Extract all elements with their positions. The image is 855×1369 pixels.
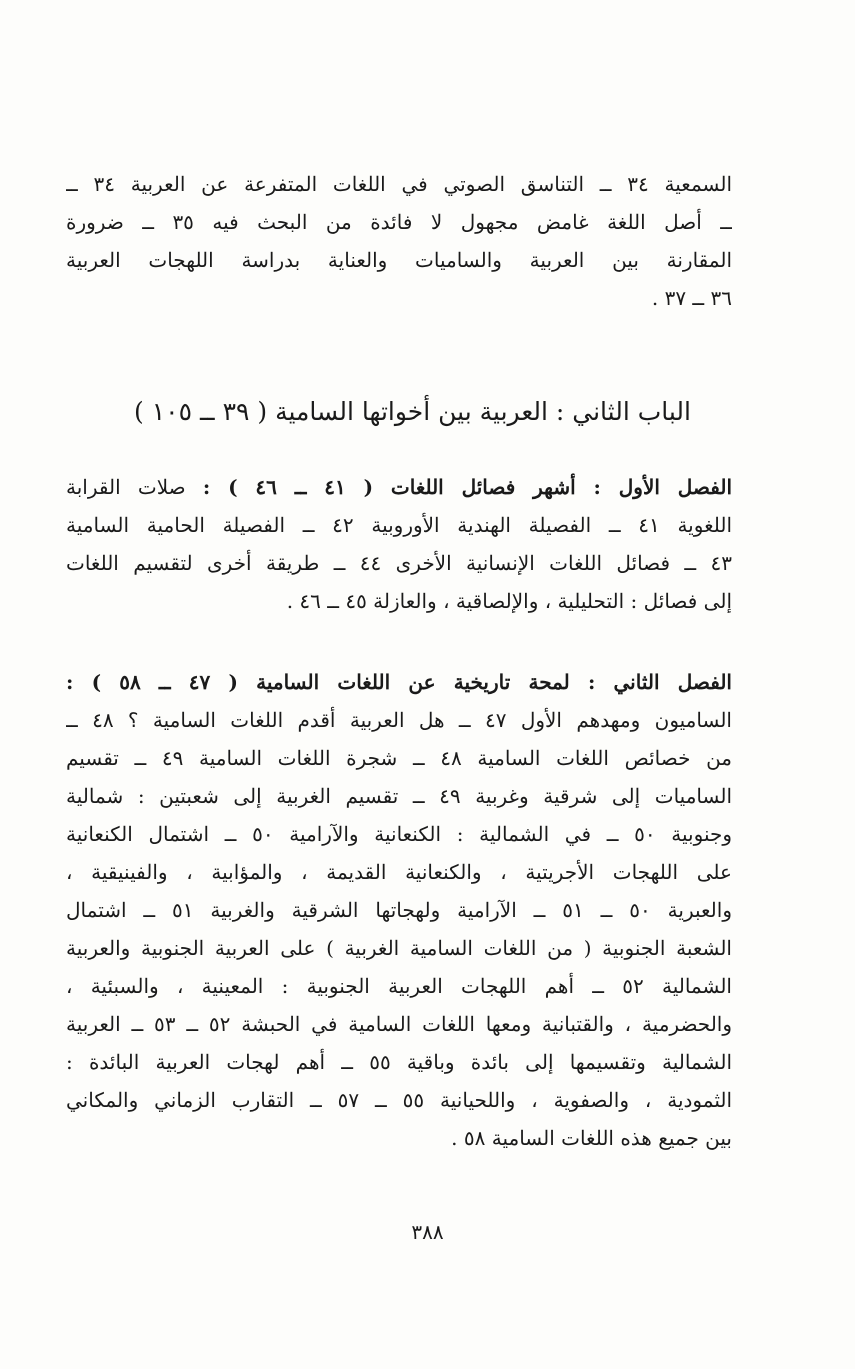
text-line: والعبرية ٥٠ ــ ٥١ ــ الآرامية ولهجاتها الشرقية والغربية ٥١ ــ اشتمال <box>66 898 732 922</box>
section-1-first-line <box>66 468 732 506</box>
text-line: وجنوبية ٥٠ ــ في الشمالية : الكنعانية والآرامية ٥٠ ــ اشتمال الكنعانية <box>66 822 732 846</box>
text-line: ٣٦ ــ ٣٧ . <box>651 286 732 310</box>
text-line: الشعبة الجنوبية ( من اللغات السامية الغربية ) على العربية الجنوبية والعربية <box>66 936 732 960</box>
text-line: الشمالية وتقسيمها إلى بائدة وباقية ٥٥ ــ أهم لهجات العربية البائدة : <box>66 1050 732 1074</box>
text-line: إلى فصائل : التحليلية ، والإلصاقية ، والعازلة ٤٥ ــ ٤٦ . <box>286 589 732 613</box>
text-line: الساميات إلى شرقية وغربية ٤٩ ــ تقسيم الغربية إلى شعبتين : شمالية <box>66 784 732 808</box>
section-2 <box>66 663 732 1157</box>
text-line: المقارنة بين العربية والساميات والعناية بدراسة اللهجات العربية <box>66 248 732 272</box>
text-line: ــ أصل اللغة غامض مجهول لا فائدة من البحث فيه ٣٥ ــ ضرورة <box>66 210 732 234</box>
text-line: على اللهجات الأجريتية ، والكنعانية القديمة ، والمؤابية ، والفينيقية ، <box>66 860 732 884</box>
section-1 <box>66 468 732 620</box>
text-line: الساميون ومهدهم الأول ٤٧ ــ هل العربية أقدم اللغات السامية ؟ ٤٨ ــ <box>66 708 732 732</box>
page-number: ٣٨٨ <box>411 1220 444 1244</box>
text-line: اللغوية ٤١ ــ الفصيلة الهندية الأوروبية ٤٢ ــ الفصيلة الحامية السامية <box>66 513 732 537</box>
text-line: من خصائص اللغات السامية ٤٨ ــ شجرة اللغات السامية ٤٩ ــ تقسيم <box>66 746 732 770</box>
intro-paragraph <box>66 165 732 317</box>
text-line: ٤٣ ــ فصائل اللغات الإنسانية الأخرى ٤٤ ــ طريقة أخرى لتقسيم اللغات <box>66 551 732 575</box>
chapter-heading: الباب الثاني : العربية بين أخواتها السامية ( ٣٩ ــ ١٠٥ ) <box>134 397 691 426</box>
text-line: والحضرمية ، والقتبانية ومعها اللغات السامية في الحبشة ٥٢ ــ ٥٣ ــ العربية <box>66 1012 732 1036</box>
text-line: بين جميع هذه اللغات السامية ٥٨ . <box>451 1126 732 1150</box>
section-1-title-rest: صلات القرابة <box>66 475 186 499</box>
section-1-title: الفصل الأول : أشهر فصائل اللغات ( ٤١ ــ ٤٦ ) : <box>202 475 732 499</box>
section-2-title: الفصل الثاني : لمحة تاريخية عن اللغات السامية ( ٤٧ ــ ٥٨ ) : <box>66 670 732 694</box>
text-line: الثمودية ، والصفوية ، واللحيانية ٥٥ ــ ٥٧ ــ التقارب الزماني والمكاني <box>66 1088 732 1112</box>
text-line: الشمالية ٥٢ ــ أهم اللهجات العربية الجنوبية : المعينية ، والسبئية ، <box>66 974 732 998</box>
text-line: السمعية ٣٤ ــ التناسق الصوتي في اللغات المتفرعة عن العربية ٣٤ ــ <box>66 172 732 196</box>
